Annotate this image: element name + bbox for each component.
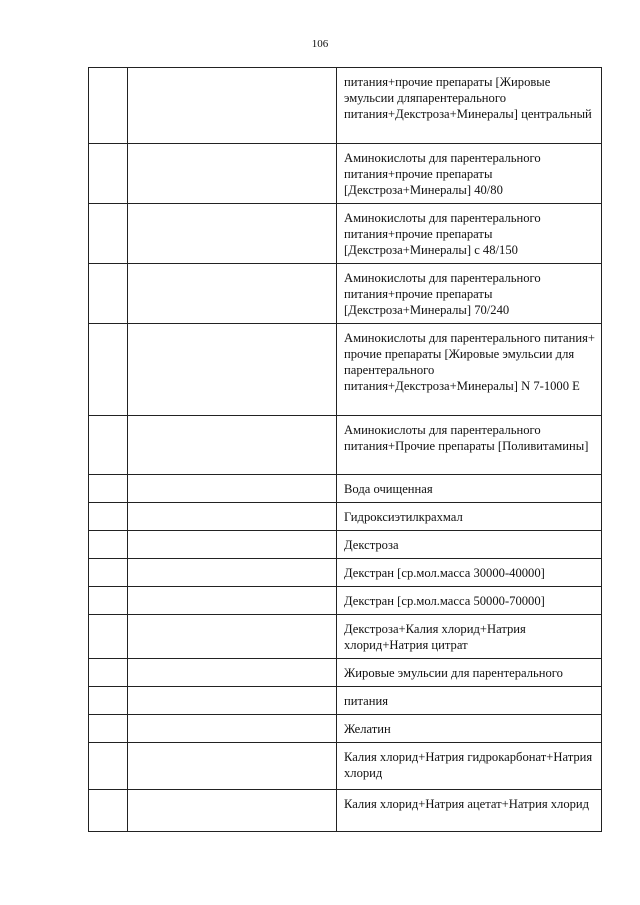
drug-name-cell: Желатин xyxy=(337,715,602,743)
table-row xyxy=(89,324,602,416)
code-cell xyxy=(89,416,128,475)
drug-name-cell: Аминокислоты для парентерального питания+прочие препараты [Декстроза+Минералы] 40/80 xyxy=(337,144,602,204)
table-row xyxy=(89,615,602,659)
code-cell xyxy=(89,615,128,659)
code-cell xyxy=(89,68,128,144)
drug-name-cell: питания+прочие препараты [Жировые эмульсии дляпарентерального питания+Декстроза+Минералы] центральный xyxy=(337,68,602,144)
drug-name-cell: Калия хлорид+Натрия гидрокарбонат+Натрия хлорид xyxy=(337,743,602,790)
code-cell xyxy=(89,659,128,687)
page-number: 106 xyxy=(311,38,329,50)
code-cell xyxy=(89,475,128,503)
table-row xyxy=(89,715,602,743)
group-cell xyxy=(128,68,337,144)
group-cell xyxy=(128,503,337,531)
group-cell xyxy=(128,144,337,204)
group-cell xyxy=(128,659,337,687)
code-cell xyxy=(89,790,128,832)
group-cell xyxy=(128,204,337,264)
code-cell xyxy=(89,324,128,416)
group-cell xyxy=(128,264,337,324)
group-cell xyxy=(128,416,337,475)
drug-name-cell: Вода очищенная xyxy=(337,475,602,503)
drug-name-cell: Калия хлорид+Натрия ацетат+Натрия хлорид xyxy=(337,790,602,832)
drug-name-cell: Аминокислоты для парентерального питания+прочие препараты [Декстроза+Минералы] с 48/150 xyxy=(337,204,602,264)
code-cell xyxy=(89,587,128,615)
code-cell xyxy=(89,531,128,559)
code-cell xyxy=(89,687,128,715)
code-cell xyxy=(89,715,128,743)
table-row xyxy=(89,587,602,615)
group-cell xyxy=(128,715,337,743)
code-cell xyxy=(89,743,128,790)
group-cell xyxy=(128,531,337,559)
table-row xyxy=(89,531,602,559)
drug-name-cell: Декстран [ср.мол.масса 50000-70000] xyxy=(337,587,602,615)
table-row xyxy=(89,68,602,144)
drug-name-cell: Жировые эмульсии для парентерального xyxy=(337,659,602,687)
table-row xyxy=(89,144,602,204)
group-cell xyxy=(128,587,337,615)
table-row xyxy=(89,687,602,715)
table-row xyxy=(89,475,602,503)
group-cell xyxy=(128,687,337,715)
table-row xyxy=(89,743,602,790)
group-cell xyxy=(128,475,337,503)
drug-name-cell: Декстроза xyxy=(337,531,602,559)
drug-name-cell: Гидроксиэтилкрахмал xyxy=(337,503,602,531)
table-row xyxy=(89,790,602,832)
group-cell xyxy=(128,743,337,790)
drug-name-cell: питания xyxy=(337,687,602,715)
table-row xyxy=(89,264,602,324)
code-cell xyxy=(89,204,128,264)
table-row xyxy=(89,559,602,587)
group-cell xyxy=(128,790,337,832)
table-row xyxy=(89,204,602,264)
group-cell xyxy=(128,324,337,416)
group-cell xyxy=(128,615,337,659)
table-row xyxy=(89,503,602,531)
code-cell xyxy=(89,144,128,204)
drug-table xyxy=(88,67,602,832)
drug-name-cell: Декстран [ср.мол.масса 30000-40000] xyxy=(337,559,602,587)
code-cell xyxy=(89,559,128,587)
drug-name-cell: Аминокислоты для парентерального питания+прочие препараты [Декстроза+Минералы] 70/240 xyxy=(337,264,602,324)
drug-name-cell: Аминокислоты для парентерального питания+Прочие препараты [Поливитамины] xyxy=(337,416,602,475)
table-row xyxy=(89,659,602,687)
code-cell xyxy=(89,503,128,531)
drug-name-cell: Аминокислоты для парентерального питания+ прочие препараты [Жировые эмульсии для парентерального питания+Декстроза+Минералы] N 7-1000 Е xyxy=(337,324,602,416)
code-cell xyxy=(89,264,128,324)
drug-name-cell: Декстроза+Калия хлорид+Натрия хлорид+Натрия цитрат xyxy=(337,615,602,659)
table-row xyxy=(89,416,602,475)
group-cell xyxy=(128,559,337,587)
